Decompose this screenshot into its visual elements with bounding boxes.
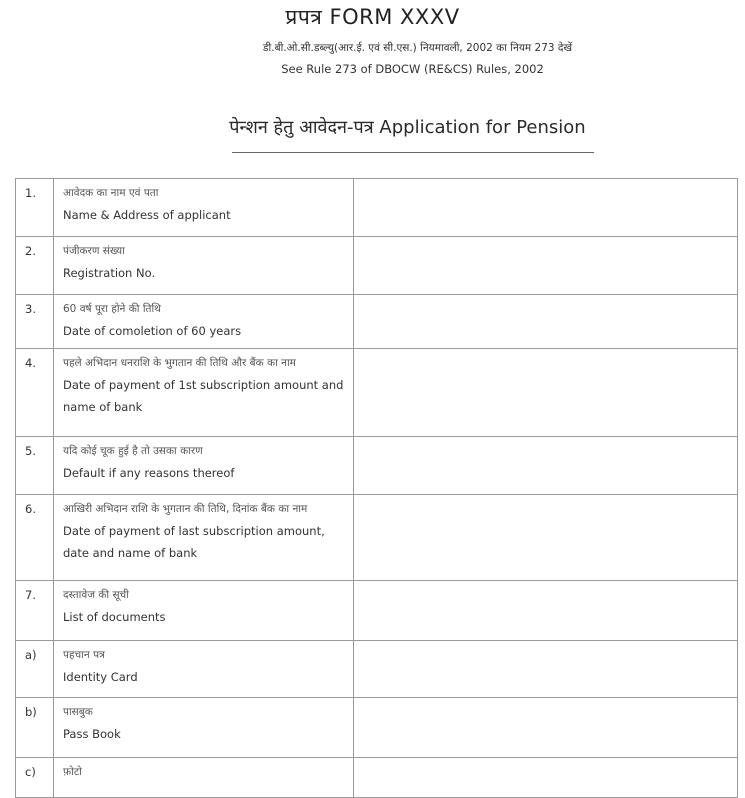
pension-application-table [15,178,738,798]
form-row [16,179,738,237]
row-number: c) [16,758,54,798]
row-number: a) [16,641,54,698]
label-hindi: फ़ोटो [63,766,82,778]
entry-field[interactable] [354,495,738,581]
label-english: Date of payment of 1st subscription amount and name of bank [63,378,344,414]
form-title: प्रपत्र FORM XXXV [285,5,460,29]
row-label [54,758,354,798]
label-hindi: आखिरी अभिदान राशि के भुगतान की तिथि, दिनांक बैंक का नाम [63,503,308,515]
label-english: Identity Card [63,670,138,684]
label-hindi: पंजीकरण संख्या [63,245,125,257]
label-hindi: दस्तावेज की सूची [63,589,129,601]
label-english: List of documents [63,610,166,624]
title-underline [232,152,594,153]
entry-field[interactable] [354,349,738,437]
entry-field[interactable] [354,641,738,698]
entry-field[interactable] [354,237,738,295]
label-english: Default if any reasons thereof [63,466,235,480]
entry-field[interactable] [354,581,738,641]
form-row [16,581,738,641]
form-row [16,641,738,698]
row-number: 5. [16,437,54,495]
form-row [16,437,738,495]
row-number: 3. [16,295,54,349]
form-row [16,349,738,437]
application-title: पेन्शन हेतु आवेदन-पत्र Application for Pension [229,117,586,138]
label-hindi: पासबुक [63,706,93,718]
form-row [16,758,738,798]
row-label [54,641,354,698]
row-label [54,495,354,581]
row-label [54,698,354,758]
row-number: 2. [16,237,54,295]
entry-field[interactable] [354,295,738,349]
row-number: 4. [16,349,54,437]
form-row [16,237,738,295]
row-label [54,295,354,349]
entry-field[interactable] [354,698,738,758]
row-number: 1. [16,179,54,237]
form-row [16,698,738,758]
label-hindi: आवेदक का नाम एवं पता [63,187,159,199]
label-english: Registration No. [63,266,156,280]
entry-field[interactable] [354,179,738,237]
label-hindi: यदि कोई चूक हुई है तो उसका कारण [63,445,203,457]
label-hindi: 60 वर्ष पूरा होने की तिथि [63,303,161,315]
row-label [54,437,354,495]
label-english: Date of comoletion of 60 years [63,324,242,338]
form-row [16,295,738,349]
row-number: b) [16,698,54,758]
label-english: Date of payment of last subscription amount, date and name of bank [63,524,325,560]
row-number: 6. [16,495,54,581]
rule-reference-english: See Rule 273 of DBOCW (RE&CS) Rules, 2002 [281,62,544,76]
row-label [54,349,354,437]
label-hindi: पहले अभिदान धनराशि के भुगतान की तिथि और बैंक का नाम [63,357,296,369]
label-english: Name & Address of applicant [63,208,231,222]
entry-field[interactable] [354,758,738,798]
row-label [54,581,354,641]
label-english: Pass Book [63,727,121,741]
row-number: 7. [16,581,54,641]
rule-reference-hindi: डी.बी.ओ.सी.डब्ल्यु(आर.ई. एवं सी.एस.) नियमावली, 2002 का नियम 273 देखें [262,42,573,54]
entry-field[interactable] [354,437,738,495]
label-hindi: पहचान पत्र [63,649,105,661]
row-label [54,179,354,237]
row-label [54,237,354,295]
form-row [16,495,738,581]
